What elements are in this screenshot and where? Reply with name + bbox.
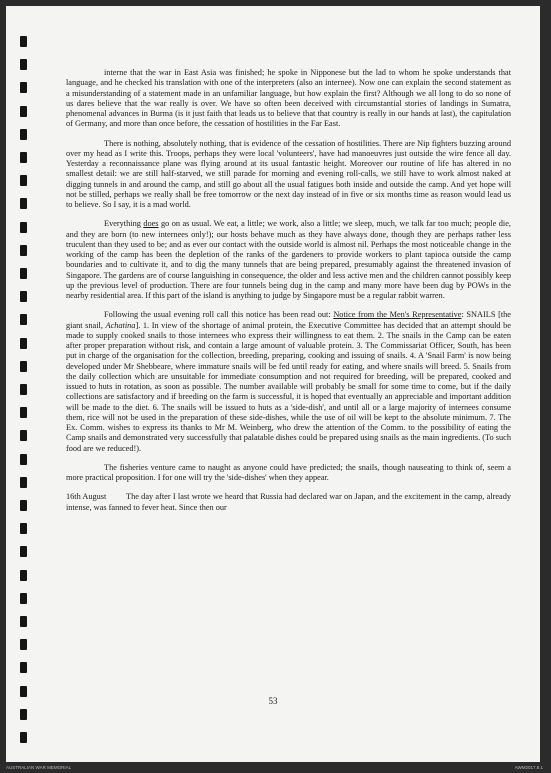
binding-hole	[20, 314, 27, 325]
binding-hole	[20, 709, 27, 720]
archive-reference: AWM2017.8.1	[514, 765, 543, 770]
species-name: Achatina	[105, 320, 136, 330]
binding-hole	[20, 36, 27, 47]
binding-hole	[20, 430, 27, 441]
binding-hole	[20, 82, 27, 93]
binding-hole	[20, 152, 27, 163]
binding-hole	[20, 384, 27, 395]
binding-holes	[20, 36, 32, 756]
binding-hole	[20, 732, 27, 743]
notice-heading: Notice from the Men's Representative	[333, 310, 462, 320]
binding-hole	[20, 338, 27, 349]
binding-hole	[20, 291, 27, 302]
binding-hole	[20, 129, 27, 140]
binding-hole	[20, 546, 27, 557]
binding-hole	[20, 245, 27, 256]
archive-credit: AUSTRALIAN WAR MEMORIAL	[6, 765, 72, 770]
binding-hole	[20, 268, 27, 279]
binding-hole	[20, 616, 27, 627]
binding-hole	[20, 477, 27, 488]
paragraph-6: 16th August The day after I last wrote we heard that Russia had declared war on Japan, and the excitement in the camp, already intense, was fanned to fever heat. Since then our	[66, 492, 511, 512]
binding-hole	[20, 454, 27, 465]
binding-hole	[20, 59, 27, 70]
binding-hole	[20, 222, 27, 233]
binding-hole	[20, 500, 27, 511]
binding-hole	[20, 639, 27, 650]
binding-hole	[20, 593, 27, 604]
diary-text	[66, 68, 511, 522]
binding-hole	[20, 106, 27, 117]
binding-hole	[20, 361, 27, 372]
binding-hole	[20, 175, 27, 186]
binding-hole	[20, 198, 27, 209]
binding-hole	[20, 570, 27, 581]
binding-hole	[20, 407, 27, 418]
entry-date: 16th August	[66, 492, 107, 502]
binding-hole	[20, 686, 27, 697]
underlined-word: does	[143, 219, 159, 229]
binding-hole	[20, 662, 27, 673]
paragraph-4: Following the usual evening roll call this notice has been read out: Notice from the Men's Representative: SNAILS [the giant snail, Achatina]. 1. In view of the shortage of animal protein, the Executive Committee has decided that an attempt should be made to supply cooked snails to those internees who express their willingness to eat them. 2. The snails in the Camp can be eaten after proper preparation without risk, and contain a large amount of valuable protein. 3. The Commissariat Officer, South, has been put in charge of the organisation for the collection, breeding, preparing, cooking and issuing of snails. 4. A 'Snail Farm' is now being developed under Mr Shebbeare, where immature snails will be fed until ready for eating, and where snails will breed. 5. Snails from the daily collection which are unsuitable for immediate consumption and not required for breeding, will be prepared, cooked and issued to huts in rotation, as soon as possible. The number available will probably be small for some time to come, but if the daily collections are satisfactory and if breeding on the farm is successful, it is hoped that eventually an appreciable and important addition will be made to the diet. 6. The snails will be issued to huts as a 'side-dish', and until all or a large majority of internees consume them, rice will not be used in the preparation of these side-dishes, while the use of oil will be kept to the absolute minimum. 7. The Ex. Comm. wishes to express its thanks to Mr M. Weinberg, who drew the attention of the Comm. to the possibility of eating the Camp snails and demonstrated very successfully that palatable dishes could be prepared using snails as the main ingredients. (To such food are we reduced!).	[66, 310, 511, 453]
paragraph-3: Everything does go on as usual. We eat, a little; we work, also a little; we sleep, much, we talk far too much; people die, and they are born (to new internees only!); our hosts behave much as they have always done, though they are perhaps rather less truculent than they used to be; and as ever our contact with the outside world is almost nil. Perhaps the most noticeable change in the working of the camp has been the depletion of the ranks of the gardeners to provide workers to plant tapioca outside the camp boundaries and to cultivate it, and to dig the many tunnels that are being prepared, presumably against the threatened invasion of Singapore. The gardens are of course languishing in consequence, the older and less active men and the children cannot possibly keep up the previous level of production. There are four tunnels being dug in the camp and many more have been dug by POWs in the nearby residential area. If this part of the island is anything to judge by Singapore must be a regular rabbit warren.	[66, 219, 511, 300]
paragraph-1: interne that the war in East Asia was finished; he spoke in Nipponese but the lad to whom he spoke understands that language, and he checked his translation with one of the interpreters (also an internee). Now one can explain the second statement as a misunderstanding of a statement made in an unfamiliar language, but how explain the first? Although we all long to do so none of us dares believe that the war really is over. We have so often been deceived with circumstantial stories of landings in Sumatra, phenomenal advances in Burma (is it just faith that leads us to believe that that country is really in our hands at last), the capitulation of Germany, and more than once before, the cessation of hostilities in the Far East.	[66, 68, 511, 129]
paragraph-5: The fisheries venture came to naught as anyone could have predicted; the snails, though nauseating to think of, seem a more practical proposition. I for one will try the 'side-dishes' when they appear.	[66, 462, 511, 482]
paragraph-2: There is nothing, absolutely nothing, that is evidence of the cessation of hostilities. There are Nip fighters buzzing around over my head as I write this. Troops, perhaps they were local 'volunteers', have had manoeuvres just outside the wire fence all day. Yesterday a reconnaissance plane was flying around at its usual fantastic height. Moreover our routine of life has altered in no smallest detail: we are still half-starved, we still parade for morning and evening roll-calls, we still have to work almost naked at digging tunnels in and around the camp, and still go about all the usual fatigues both inside and outside the camp. And yet hope will not be stilled, perhaps we really shall be free tomorrow or the next day instead of in five or six months time as reason would lead us to believe. So I say, it is a mad world.	[66, 138, 511, 209]
page-number: 53	[268, 696, 278, 706]
binding-hole	[20, 523, 27, 534]
document-page	[6, 6, 540, 762]
